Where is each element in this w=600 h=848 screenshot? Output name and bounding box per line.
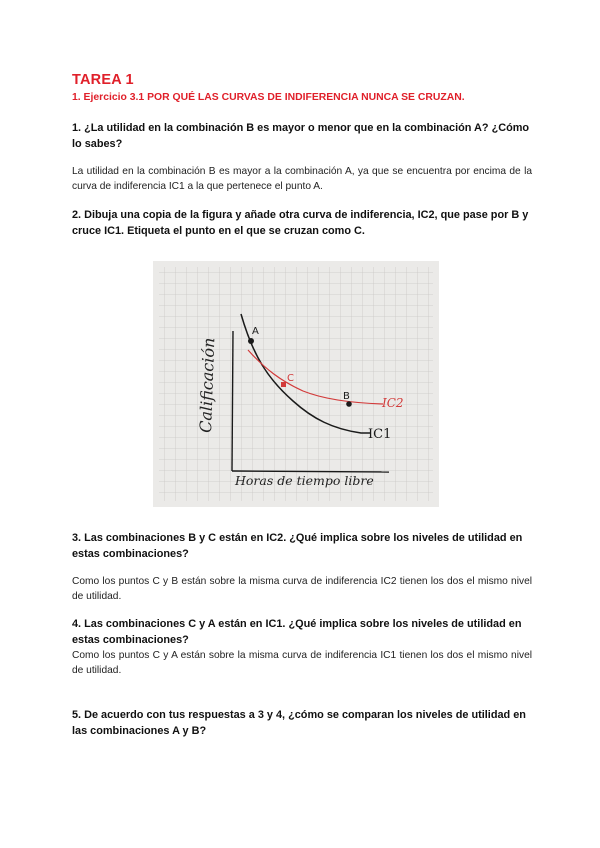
point-b-dot: [346, 401, 352, 407]
point-a-dot: [248, 338, 254, 344]
question-1: 1. ¿La utilidad en la combinación B es mayor o menor que en la combinación A? ¿Cómo lo sabes?: [72, 122, 530, 150]
exercise-subtitle: 1. Ejercicio 3.1 POR QUÉ LAS CURVAS DE INDIFERENCIA NUNCA SE CRUZAN.: [72, 92, 465, 103]
x-axis-label: Horas de tiempo libre: [235, 473, 374, 488]
hand-drawn-graph-photo: [153, 261, 439, 507]
document-title: TAREA 1: [72, 72, 134, 88]
y-axis-label: Calificación: [196, 337, 219, 434]
ic1-label: IC1: [368, 427, 392, 442]
question-2: 2. Dibuja una copia de la figura y añade otra curva de indiferencia, IC2, que pase por B y cruce IC1. Etiqueta el punto en el que se cruzan como C.: [72, 209, 529, 237]
ic2-label: IC2: [382, 396, 404, 410]
question-3: 3. Las combinaciones B y C están en IC2. ¿Qué implica sobre los niveles de utilidad en estas combinaciones?: [72, 532, 523, 560]
y-axis: [232, 331, 233, 471]
point-c-dot: [281, 382, 286, 387]
point-b-label: B: [343, 391, 350, 402]
answer-3: Como los puntos C y B están sobre la misma curva de indiferencia IC2 tienen los dos el mismo nivel de utilidad.: [72, 576, 532, 602]
point-a-label: A: [252, 326, 259, 337]
answer-1: La utilidad en la combinación B es mayor a la combinación A, ya que se encuentra por encima de la curva de indiferencia IC1 a la que pertenece el punto A.: [72, 166, 532, 192]
x-axis: [232, 471, 389, 472]
answer-4: Como los puntos C y A están sobre la misma curva de indiferencia IC1 tienen los dos el mismo nivel de utilidad.: [72, 650, 532, 676]
question-4: 4. Las combinaciones C y A están en IC1. ¿Qué implica sobre los niveles de utilidad en estas combinaciones?: [72, 618, 522, 646]
point-c-label: C: [287, 373, 294, 384]
question-5: 5. De acuerdo con tus respuestas a 3 y 4, ¿cómo se comparan los niveles de utilidad en las combinaciones A y B?: [72, 709, 526, 737]
